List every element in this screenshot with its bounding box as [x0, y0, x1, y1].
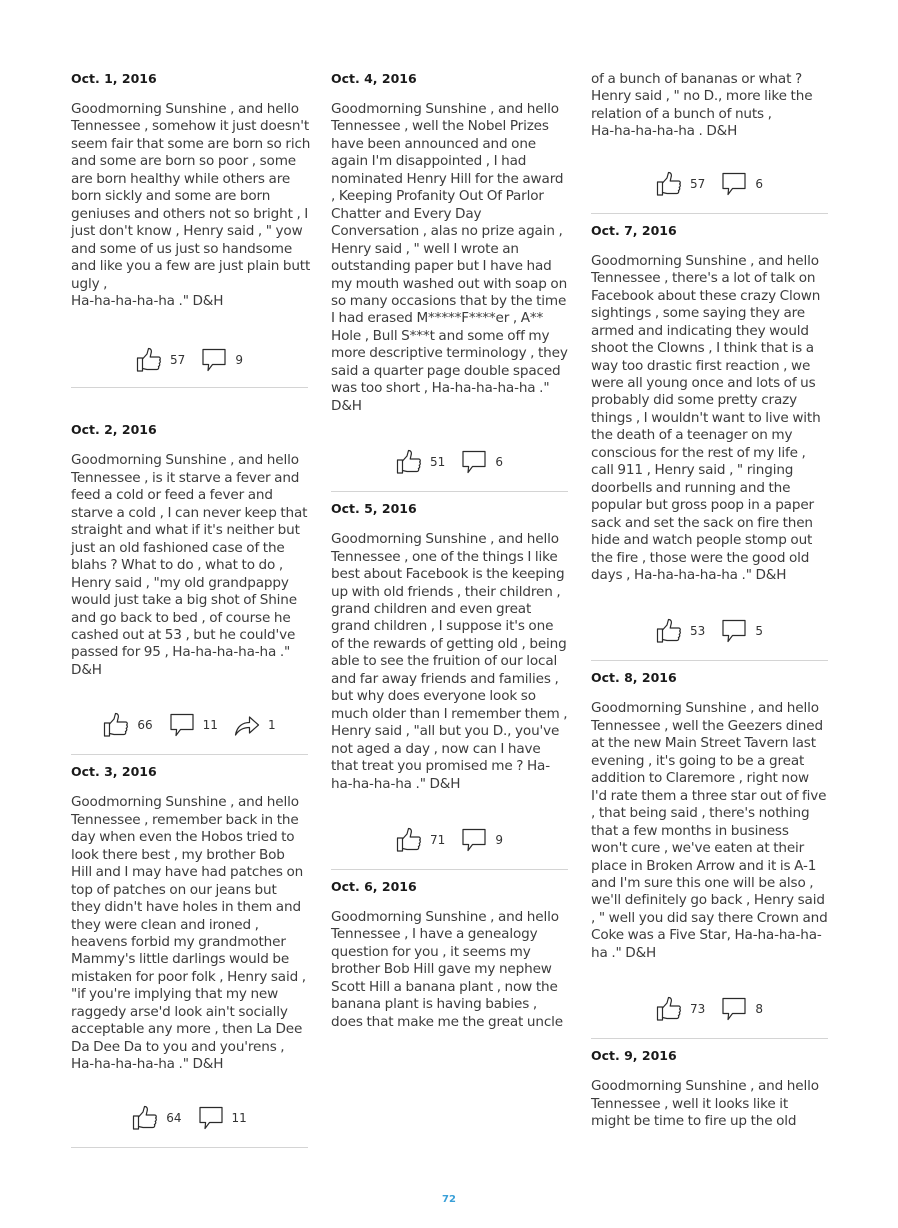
comment-count: 9 [495, 832, 503, 847]
comment-count: 6 [495, 455, 503, 470]
post-text: Goodmorning Sunshine , and hello Tennessee , remember back in the day when even the Hobos tried to look there best , my brother Bob Hill and I may have had patches on top of patches on our jeans but they didn't have holes in them and they were clean and ironed , heavens forbid my grandmother Mammy's little darlings would be mistaken for poor folk , Henry said , "if you're implying that my new raggedy arse'd look ain't socially acceptable any more , then La Dee Da Dee Da to you and you'rens , Ha-ha-ha-ha-ha ." D&H [71, 794, 306, 1073]
post-text: Goodmorning Sunshine , and hello Tennessee , I have a genealogy question for you , it seems my brother Bob Hill gave my nephew Scott Hill a banana plant , now the banana plant is having babies , does that make me the great uncle [331, 908, 563, 1030]
post-reactions [591, 618, 828, 644]
like-count: 66 [137, 718, 153, 733]
like-stat[interactable] [396, 449, 445, 475]
post-reactions [71, 712, 308, 738]
like-count: 73 [690, 1002, 706, 1017]
like-count: 57 [690, 176, 706, 191]
comment-count: 11 [231, 1110, 247, 1125]
post-reactions [71, 1105, 308, 1131]
comment-count: 8 [755, 1002, 763, 1017]
post-date: Oct. 5, 2016 [331, 501, 417, 517]
post-date: Oct. 1, 2016 [71, 71, 157, 86]
post-text: Goodmorning Sunshine , and hello Tennessee , somehow it just doesn't seem fair that some are born so rich and some are born so poor , some are born healthy while others are born sickly and some are born geniuses and others not so bright , I just don't know , Henry said , " yow and some of us just so handsome and like you a few are just plain butt ugly , Ha-ha-ha-ha-ha ." D&H [71, 101, 311, 309]
comment-stat[interactable] [721, 618, 763, 644]
like-stat[interactable] [396, 827, 445, 853]
like-stat[interactable] [656, 996, 705, 1022]
like-count: 71 [430, 832, 446, 847]
column-2 [331, 62, 568, 1031]
post-reactions [591, 171, 828, 197]
divider [71, 1147, 308, 1148]
comment-count: 9 [235, 353, 243, 368]
thumbs-up-icon [396, 827, 422, 853]
post-text: Goodmorning Sunshine , and hello Tennessee , one of the things I like best about Facebook is the keeping up with old friends , their children , grand children and even great grand children , I suppose it's one of the rewards of getting old , being able to see the fruition of our local and far away friends and families , but why does everyone look so much older than I remember them , Henry said , "all but you D., you've not aged a day , now can I have that treat you promised me ? Ha-ha-ha-ha-ha ." D&H [331, 531, 568, 792]
post-oct-2 [71, 422, 308, 755]
comment-icon [461, 449, 487, 475]
comment-stat[interactable] [721, 996, 763, 1022]
post-text-continued: of a bunch of bananas or what ? Henry said , " no D., more like the relation of a bunch of nuts , Ha-ha-ha-ha-ha . D&H [591, 71, 813, 140]
share-stat[interactable] [234, 712, 276, 738]
post-date: Oct. 6, 2016 [331, 878, 417, 894]
post-reactions [331, 449, 568, 475]
comment-count: 5 [755, 624, 763, 639]
post-text: Goodmorning Sunshine , and hello Tennessee , well the Nobel Prizes have been announced and one again I'm disappointed , I had nominated Henry Hill for the award , Keeping Profanity Out Of Parlor Chatter and Every Day Conversation , alas no prize again , Henry said , " well I wrote an outstanding paper but I have had my mouth washed out with soap on so many occasions that by the time I had erased M*****F****er , A** Hole , Bull S***t and some off my more descriptive terminology , they said a quarter page double spaced was too short , Ha-ha-ha-ha-ha ." D&H [331, 101, 568, 414]
like-stat[interactable] [656, 171, 705, 197]
thumbs-up-icon [136, 347, 162, 373]
like-count: 51 [430, 455, 446, 470]
comment-stat[interactable] [198, 1105, 247, 1131]
post-date: Oct. 2, 2016 [71, 422, 157, 438]
page-number: 72 [442, 1194, 456, 1205]
post-date: Oct. 9, 2016 [591, 1048, 677, 1064]
post-oct-1 [71, 71, 311, 388]
comment-icon [201, 347, 227, 373]
comment-icon [721, 996, 747, 1022]
like-stat[interactable] [656, 618, 705, 644]
thumbs-up-icon [396, 449, 422, 475]
like-stat[interactable] [132, 1105, 181, 1131]
post-text: Goodmorning Sunshine , and hello Tennessee , well the Geezers dined at the new Main Street Tavern last evening , it's going to be a great addition to Claremore , right now I'd rate them a three star out of five , that being said , there's nothing that a few months in business won't cure , we've eaten at their place in Broken Arrow and it is A-1 and I'm sure this one will be also , we'll definitely go back , Henry said , " well you did say there Crown and Coke was a Five Star, Ha-ha-ha-ha-ha ." D&H [591, 700, 828, 961]
like-stat[interactable] [103, 712, 152, 738]
share-arrow-icon [234, 712, 260, 738]
post-oct-3 [71, 764, 308, 1147]
comment-icon [461, 827, 487, 853]
comment-icon [721, 618, 747, 644]
post-text: Goodmorning Sunshine , and hello Tennessee , there's a lot of talk on Facebook about these crazy Clown sightings , some saying they are armed and indicating they would shoot the Clowns , I think that is a way too drastic first reaction , we were all young once and lots of us probably did some pretty crazy things , I wouldn't want to live with the death of a teenager on my conscious for the rest of my life , call 911 , Henry said , " ringing doorbells and running and the popular but gross poop in a paper sack and set the sack on fire then hide and watch people stomp out the fire , those were the good old days , Ha-ha-ha-ha-ha ." D&H [591, 252, 821, 583]
column-1 [71, 62, 311, 1148]
post-date: Oct. 8, 2016 [591, 670, 677, 686]
divider [591, 660, 828, 661]
post-reactions [591, 996, 828, 1022]
thumbs-up-icon [656, 996, 682, 1022]
post-oct-8 [591, 670, 828, 1039]
like-count: 57 [170, 353, 186, 368]
comment-count: 11 [202, 718, 218, 733]
thumbs-up-icon [132, 1105, 158, 1131]
divider [71, 387, 308, 388]
divider [331, 869, 568, 870]
post-oct-5 [331, 501, 568, 870]
divider [591, 1038, 828, 1039]
post-oct-6 [331, 879, 568, 1031]
comment-stat[interactable] [169, 712, 218, 738]
comment-stat[interactable] [721, 171, 763, 197]
like-count: 53 [690, 624, 706, 639]
thumbs-up-icon [103, 712, 129, 738]
post-oct-7 [591, 223, 828, 662]
thumbs-up-icon [656, 171, 682, 197]
post-text: Goodmorning Sunshine , and hello Tennessee , is it starve a fever and feed a cold or feed a fever and starve a cold , I can never keep that straight and what if it's neither but just an old fashioned case of the blahs ? What to do , what to do , Henry said , "my old grandpappy would just take a big shot of Shine and go back to bed , of course he cashed out at 53 , but he could've passed for 95 , Ha-ha-ha-ha-ha ." D&H [71, 452, 308, 678]
comment-stat[interactable] [461, 827, 503, 853]
share-count: 1 [267, 718, 276, 733]
divider [71, 754, 308, 755]
post-date: Oct. 4, 2016 [331, 71, 417, 86]
post-text: Goodmorning Sunshine , and hello Tennessee , well it looks like it might be time to fire up the old [591, 1078, 819, 1130]
comment-icon [169, 712, 195, 738]
comment-stat[interactable] [461, 449, 503, 475]
post-date: Oct. 7, 2016 [591, 222, 677, 238]
like-count: 64 [166, 1110, 182, 1125]
comment-count: 6 [755, 176, 763, 191]
thumbs-up-icon [656, 618, 682, 644]
post-date: Oct. 3, 2016 [71, 764, 157, 780]
post-oct-4 [331, 71, 568, 492]
divider [331, 491, 568, 492]
post-reactions [71, 347, 308, 373]
post-oct-9 [591, 1048, 828, 1130]
comment-stat[interactable] [201, 347, 243, 373]
column-3 [591, 62, 828, 1131]
post-reactions [331, 827, 568, 853]
divider [591, 213, 828, 214]
comment-icon [721, 171, 747, 197]
post-oct-6-continued [591, 71, 828, 214]
like-stat[interactable] [136, 347, 185, 373]
comment-icon [198, 1105, 224, 1131]
